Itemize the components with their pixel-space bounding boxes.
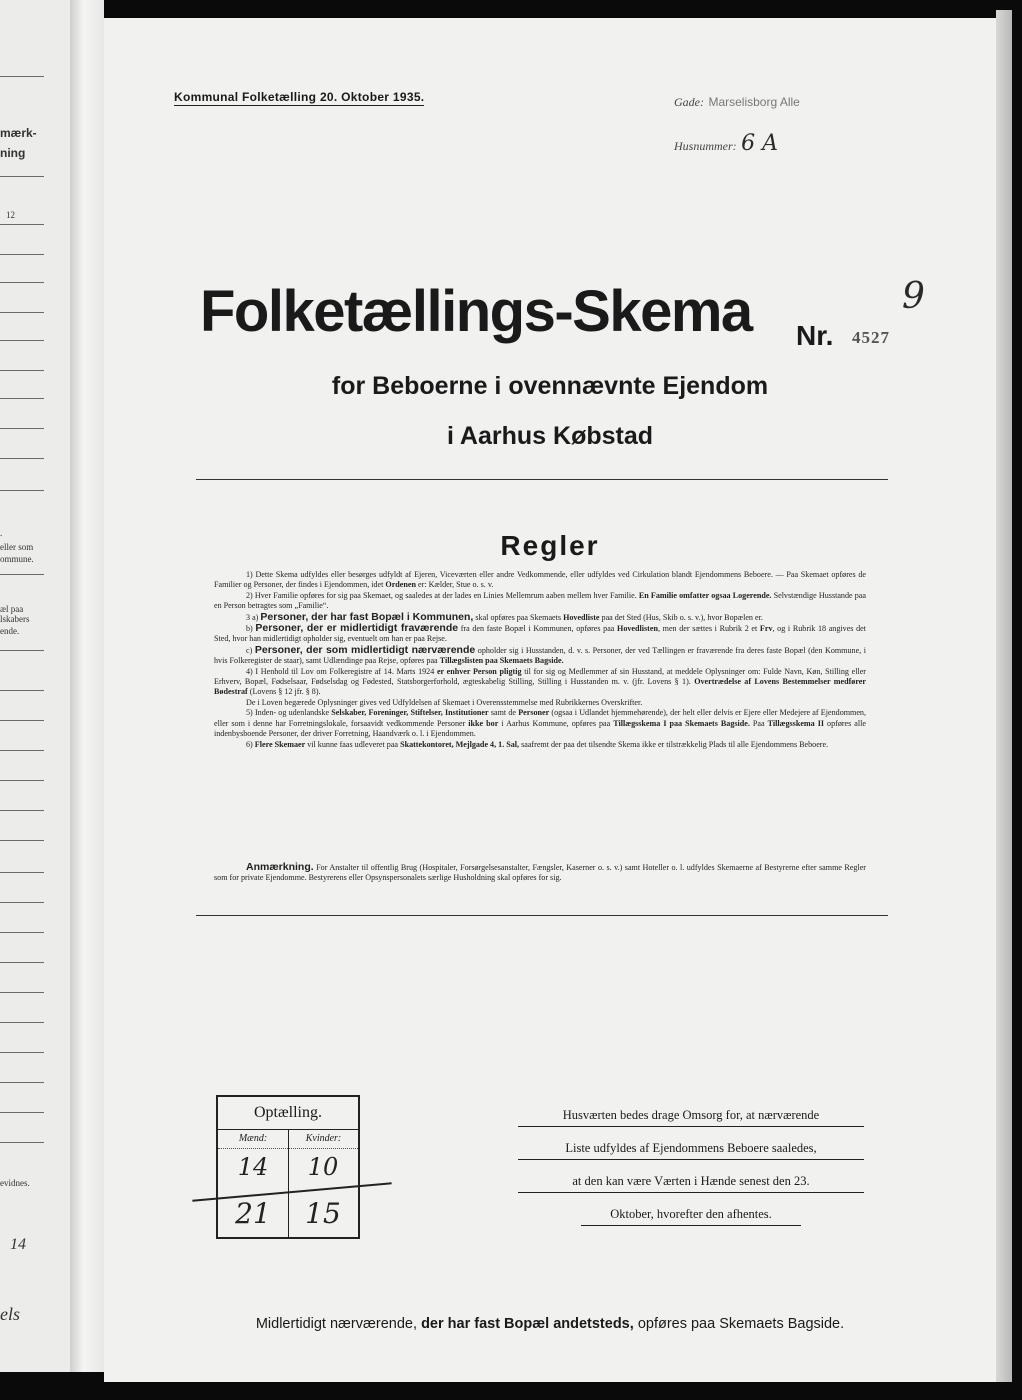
form-number-label: Nr. bbox=[796, 320, 834, 351]
handwritten-form-number: 9 bbox=[902, 276, 925, 317]
divider bbox=[0, 340, 44, 341]
census-title: Kommunal Folketælling 20. Oktober 1935. bbox=[174, 90, 425, 104]
divider bbox=[0, 902, 44, 903]
footer-note: Midlertidigt nærværende, der har fast Bopæl andetsteds, opføres paa Skemaets Bagside. bbox=[255, 1316, 845, 1332]
page-fragment: 12 bbox=[6, 210, 15, 220]
deadline-line: Liste udfyldes af Ejendommens Beboere saaledes, bbox=[518, 1137, 864, 1160]
divider bbox=[0, 254, 44, 255]
divider bbox=[0, 428, 44, 429]
divider bbox=[196, 915, 888, 916]
divider bbox=[0, 720, 44, 721]
divider bbox=[0, 932, 44, 933]
women-count: 15 bbox=[305, 1197, 341, 1230]
rule-6: 6) Flere Skemaer vil kunne faas udleveret paa Skattekontoret, Mejlgade 4, 1. Sal, saafremt der paa det tilsendte Skema ikke er tilstrækkelig Plads til alle Ejendommens Beboere. bbox=[246, 739, 829, 749]
rules-text bbox=[214, 570, 866, 750]
remark-body: For Anstalter til offentlig Brug (Hospitaler, Forsørgelsesanstalter, Fængsler, Kaserner o. s. v.) samt Hoteller o. l. udfyldes Skemaerne af Bestyrerne efter samme Regler som for private Ejendomme. Bestyrerens eller Opsynspersonalets særlige Husholdning skal opføres for sig. bbox=[214, 863, 866, 883]
divider bbox=[0, 1082, 44, 1083]
page-fragment: ning bbox=[0, 146, 26, 160]
page-fragment: ommune. bbox=[0, 554, 34, 564]
divider bbox=[0, 176, 44, 177]
house-number-line bbox=[674, 131, 778, 156]
street-line bbox=[674, 93, 800, 111]
deadline-line: Husværten bedes drage Omsorg for, at nærværende bbox=[518, 1104, 864, 1127]
street-value: Marselisborg Alle bbox=[708, 95, 800, 109]
divider bbox=[0, 992, 44, 993]
rule-3a: 3 a) Personer, der har fast Bopæl i Kommunen, skal opføres paa Skemaets Hovedliste paa det Sted (Hus, Skib o. s. v.), hvor Bopælen er. bbox=[246, 610, 763, 623]
form-number: 4527 bbox=[852, 328, 890, 347]
house-number-value: 6 A bbox=[741, 131, 779, 156]
women-count-struck: 10 bbox=[307, 1153, 339, 1181]
census-form-page bbox=[104, 18, 996, 1382]
page-fragment: eller som bbox=[0, 542, 34, 552]
divider bbox=[0, 282, 44, 283]
form-title: Folketællings-Skema bbox=[200, 279, 752, 344]
divider bbox=[0, 574, 44, 575]
rule-2: 2) Hver Familie opføres for sig paa Skemaet, og saaledes at der lades en Linies Mellemrum aaben mellem hver Familie. En Familie omfatter ogsaa Logerende. Selvstændige Husstande paa en Person betragtes som „Familie“. bbox=[214, 590, 866, 611]
divider bbox=[0, 650, 44, 651]
rule-1: 1) Dette Skema udfyldes eller besørges udfyldt af Ejeren, Viceværten eller andre Vedkommende, eller udfyldes ved Cirkulation blandt Ejendommens Beboere. — Paa Skemaet opføres de Familier og Personer, der findes i Ejendommen, idet Ordenen er: Kælder, Stue o. s. v. bbox=[214, 570, 866, 590]
divider bbox=[0, 840, 44, 841]
deadline-line: at den kan være Værten i Hænde senest den 23. bbox=[518, 1170, 864, 1193]
handwritten-note: 14 bbox=[10, 1236, 26, 1253]
divider bbox=[0, 1022, 44, 1023]
rule-5: 5) Inden- og udenlandske Selskaber, Foreninger, Stiftelser, Institutioner samt de Personer (ogsaa i Udlandet hjemmehørende), der helt eller delvis er Ejere eller Medejere af Ejendommen, eller som i denne har Forretningslokale, forsaavidt vedkommende Personer ikke bor i Aarhus Kommune, opføres paa Tillægsskema I paa Skemaets Bagside. Paa Tillægsskema II opføres alle indenbysboende Personer, der driver Forretning, Haandværk o. l. i Ejendommen. bbox=[214, 708, 866, 739]
book-gutter bbox=[70, 0, 104, 1372]
rule-4: 4) I Henhold til Lov om Folkeregistre af 14. Marts 1924 er enhver Person pligtig til for sig og Medlemmer af sin Husstand, at meddele Oplysninger om: Fulde Navn, Køn, Stilling eller Erhverv, Bopæl, Fødselsaar, Fødselsdag og Fødested, Statsborgerforhold, ægteskabelig Stilling, Stilling i Husstanden m. v. (jfr. Lovens § 1). Overtrædelse af Lovens Bestemmelser medfører Bødestraf (Lovens § 12 jfr. § 8). bbox=[214, 666, 866, 697]
page-fragment: æl paa bbox=[0, 604, 24, 614]
men-count-struck: 14 bbox=[237, 1153, 269, 1181]
page-fragment: . bbox=[0, 528, 3, 538]
rule-3b: b) Personer, der er midlertidigt fraværende fra den faste Bopæl i Kommunen, opføres paa Hovedlisten, men der sættes i Rubrik 2 et Frv, og i Rubrik 18 angives det Sted, hvor han midlertidigt opholder sig, eventuelt om han er paa Rejse. bbox=[214, 622, 866, 644]
page-fragment: ende. bbox=[0, 626, 20, 636]
divider bbox=[0, 750, 44, 751]
deadline-line: Oktober, hvorefter den afhentes. bbox=[581, 1203, 801, 1226]
rule-3c: c) Personer, der som midlertidigt nærværende opholder sig i Husstanden, d. v. s. Personer, der ved Tællingen er fraværende fra deres faste Bopæl (den Kommune, i hvis Folkeregister de staar), samt Udlændinge paa Rejse, opføres paa Tillægslisten paa Skemaets Bagside. bbox=[214, 643, 866, 666]
divider bbox=[0, 76, 44, 77]
men-label: Mænd: bbox=[218, 1130, 288, 1149]
divider bbox=[0, 690, 44, 691]
deadline-notice bbox=[518, 1104, 864, 1226]
divider bbox=[196, 479, 888, 480]
divider bbox=[0, 398, 44, 399]
count-title: Optælling. bbox=[218, 1097, 358, 1130]
divider bbox=[0, 1052, 44, 1053]
remark-label: Anmærkning. bbox=[246, 861, 314, 873]
subtitle-line-1: for Beboerne i ovennævnte Ejendom bbox=[331, 372, 769, 400]
rules-heading: Regler bbox=[500, 530, 600, 561]
divider bbox=[0, 1112, 44, 1113]
count-box bbox=[216, 1095, 360, 1239]
divider bbox=[0, 490, 44, 491]
street-label: Gade: bbox=[674, 95, 704, 109]
divider bbox=[0, 370, 44, 371]
previous-page-strip bbox=[0, 0, 71, 1372]
divider bbox=[0, 780, 44, 781]
divider bbox=[0, 458, 44, 459]
page-edge bbox=[996, 10, 1012, 1382]
men-count: 21 bbox=[235, 1197, 271, 1230]
divider bbox=[0, 962, 44, 963]
page-fragment: lskabers bbox=[0, 614, 30, 624]
house-number-label: Husnummer: bbox=[674, 139, 737, 153]
subtitle-line-2: i Aarhus Købstad bbox=[446, 422, 654, 450]
page-fragment: mærk- bbox=[0, 126, 37, 140]
divider bbox=[0, 1142, 44, 1143]
divider bbox=[0, 810, 44, 811]
handwritten-note: els bbox=[0, 1304, 20, 1324]
divider bbox=[0, 224, 44, 225]
rule-4b: De i Loven begærede Oplysninger gives ved Udfyldelsen af Skemaet i Overensstemmelse med Rubrikkernes Overskrifter. bbox=[246, 697, 643, 707]
women-label: Kvinder: bbox=[289, 1130, 358, 1149]
page-fragment: evidnes. bbox=[0, 1178, 30, 1188]
divider bbox=[0, 312, 44, 313]
remark-text bbox=[214, 862, 866, 884]
divider bbox=[0, 872, 44, 873]
